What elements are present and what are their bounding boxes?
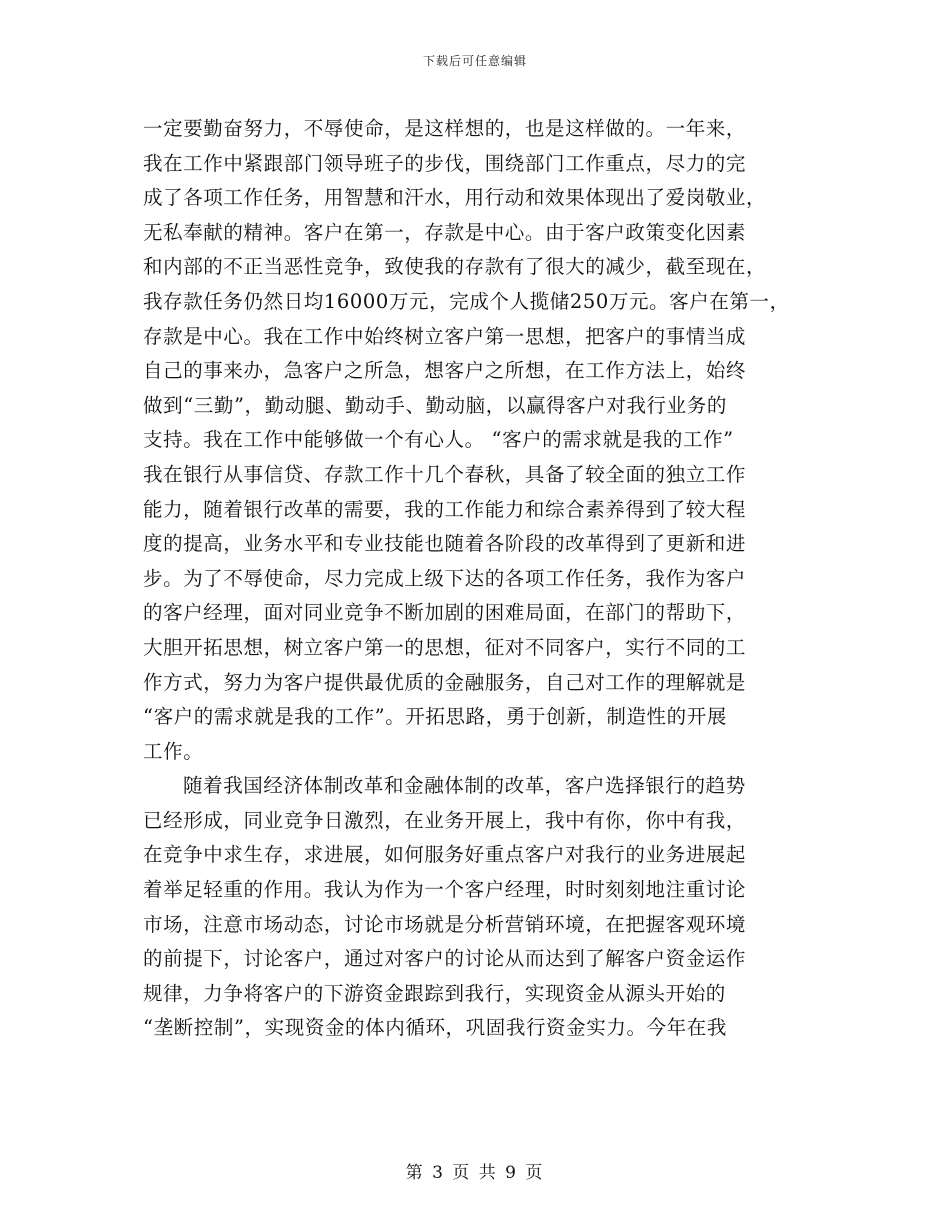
text-line: 存款是中心。我在工作中始终树立客户第一思想，把客户的事情当成 (143, 324, 747, 348)
text-line: “客户的需求就是我的工作”。开拓思路，勇于创新，制造性的开展 (143, 705, 727, 729)
text-line: 能力，随着银行改革的需要，我的工作能力和综合素养得到了较大程 (143, 497, 747, 521)
text-line: 步。为了不辱使命，尽力完成上级下达的各项工作任务，我作为客户 (143, 566, 747, 590)
text-line: 一定要勤奋努力，不辱使命，是这样想的，也是这样做的。一年来， (143, 117, 747, 140)
text-line: 的客户经理，面对同业竞争不断加剧的困难局面，在部门的帮助下， (143, 601, 747, 625)
paragraph-2 (143, 769, 833, 1046)
text-line: 我存款任务仍然日均16000万元，完成个人揽储250万元。客户在第一， (143, 289, 790, 313)
text-line: 我在银行从事信贷、存款工作十几个春秋，具备了较全面的独立工作 (143, 462, 747, 486)
text-line: 和内部的不正当恶性竞争，致使我的存款有了很大的减少，截至现在， (143, 255, 767, 279)
text-line: 工作。 (143, 739, 204, 763)
text-line: 的前提下，讨论客户，通过对客户的讨论从而达到了解客户资金运作 (143, 947, 747, 971)
text-line: 着举足轻重的作用。我认为作为一个客户经理，时时刻刻地注重讨论 (143, 878, 747, 902)
text-line: “垄断控制”，实现资金的体内循环，巩固我行资金实力。今年在我 (143, 1016, 727, 1040)
text-line: 支持。我在工作中能够做一个有心人。 “客户的需求就是我的工作” (143, 428, 734, 452)
page-header: 下载后可任意编辑 (422, 54, 527, 68)
text-line: 我在工作中紧跟部门领导班子的步伐，围绕部门工作重点，尽力的完 (143, 151, 747, 175)
paragraph-1 (143, 112, 833, 769)
text-line: 大胆开拓思想，树立客户第一的思想，征对不同客户，实行不同的工 (143, 635, 747, 659)
text-line: 市场，注意市场动态，讨论市场就是分析营销环境，在把握客观环境 (143, 912, 747, 936)
text-line: 规律，力争将客户的下游资金跟踪到我行，实现资金从源头开始的 (143, 981, 726, 1005)
text-line: 无私奉献的精神。客户在第一，存款是中心。由于客户政策变化因素 (143, 220, 747, 244)
text-line: 自己的事来办，急客户之所急，想客户之所想，在工作方法上，始终 (143, 359, 747, 383)
text-line: 在竞争中求生存，求进展，如何服务好重点客户对我行的业务进展起 (143, 843, 747, 867)
document-body (143, 112, 833, 1046)
text-line: 做到“三勤”，勤动腿、勤动手、勤动脑，以赢得客户对我行业务的 (143, 393, 727, 417)
page-footer: 第 3 页 共 9 页 (405, 1163, 545, 1183)
text-line: 作方式，努力为客户提供最优质的金融服务，自己对工作的理解就是 (143, 670, 747, 694)
text-line: 成了各项工作任务，用智慧和汗水，用行动和效果体现出了爱岗敬业， (143, 186, 767, 210)
text-line: 度的提高，业务水平和专业技能也随着各阶段的改革得到了更新和进 (143, 532, 747, 556)
text-line: 已经形成，同业竞争日激烈，在业务开展上，我中有你，你中有我， (143, 808, 747, 832)
text-line: 随着我国经济体制改革和金融体制的改革，客户选择银行的趋势 (183, 774, 746, 798)
